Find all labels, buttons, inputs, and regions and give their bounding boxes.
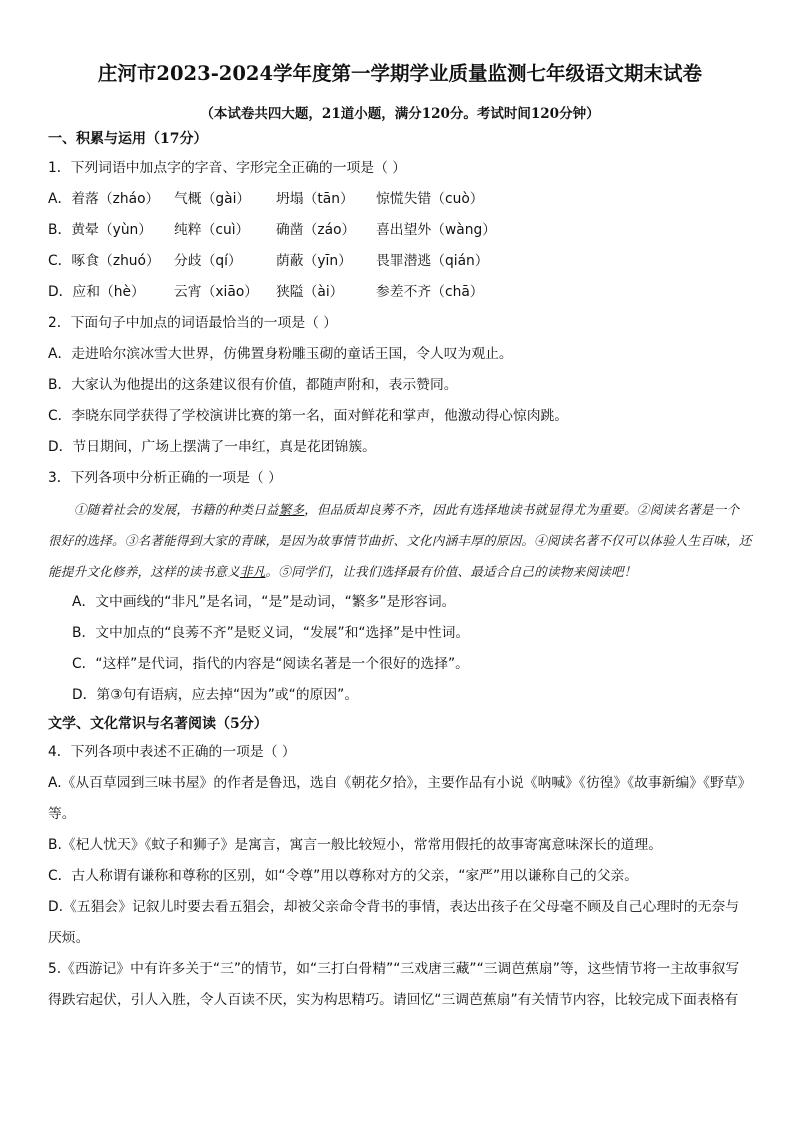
- question-1-option-c: C．啄食（zhuó） 分歧（qí） 荫蔽（yīn） 畏罪潜逃（qián）: [48, 253, 489, 269]
- question-2-option-d: D．节日期间，广场上摆满了一串红，真是花团锦簇。: [48, 439, 376, 455]
- question-1-option-a: A．着落（zháo） 气概（gài） 坍塌（tān） 惊慌失错（cuò）: [48, 191, 484, 207]
- section-heading-2: 文学、文化常识与名著阅读（5分）: [48, 716, 268, 732]
- exam-title: 庄河市2023-2024学年度第一学期学业质量监测七年级语文期末试卷: [97, 62, 703, 85]
- exam-subtitle: （本试卷共四大题，21道小题，满分120分。考试时间120分钟）: [200, 106, 600, 122]
- question-1-stem: 1．下列词语中加点字的字音、字形完全正确的一项是（ ）: [48, 160, 407, 176]
- question-3-option-c: C．“这样”是代词，指代的内容是“阅读名著是一个很好的选择”。: [72, 656, 469, 672]
- question-4-option-c: C．古人称谓有谦称和尊称的区别，如“令尊”用以尊称对方的父亲，“家严”用以谦称自己的父亲。: [48, 868, 639, 884]
- question-5-stem: 5.《西游记》中有许多关于“三”的情节，如“三打白骨精”“三戏唐三藏”“三调芭蕉扇”等，这些情节将一主故事叙写 得跌宕起伏，引人入胜，令人百读不厌，实为构思精巧。请回忆“三调芭蕉扇”有关情节内容，比较完成下面表格有: [48, 961, 740, 1008]
- question-1-option-b: B．黄晕（yùn） 纯粹（cuì） 确凿（záo） 喜出望外（wàng）: [48, 222, 497, 238]
- question-2-option-c: C．李晓东同学获得了学校演讲比赛的第一名，面对鲜花和掌声，他激动得心惊肉跳。: [48, 408, 569, 424]
- question-4-option-d: D.《五猖会》记叙儿时要去看五猖会，却被父亲命令背书的事情，表达出孩子在父母毫不顾及自己心理时的无奈与 厌烦。: [48, 899, 740, 946]
- section-heading-1: 一、积累与运用（17分）: [48, 131, 208, 147]
- exam-page: [48, 58, 752, 1016]
- question-3-option-a: A．文中画线的“非凡”是名词，“是”是动词，“繁多”是形容词。: [72, 594, 456, 610]
- underlined-word-fanduo: 繁多: [278, 502, 305, 517]
- question-3-passage: ①随着社会的发展，书籍的种类日益繁多，但品质却良莠不齐，因此有选择地读书就显得尤为重要。②阅读名著是一个很好的选择。③名著能得到大家的青睐，是因为故事情节曲折、文化内涵丰厚的原因。④阅读名著不仅可以体验人生百味，还能提升文化修养，这样的读书意义非凡。⑤同学们，让我们选择最有价值、最适合自己的读物来阅读吧！: [48, 502, 752, 579]
- question-2-option-b: B．大家认为他提出的这条建议很有价值，都随声附和，表示赞同。: [48, 377, 458, 393]
- question-3-option-d: D．第③句有语病，应去掉“因为”或“的原因”。: [72, 687, 359, 703]
- underlined-word-feifan: 非凡: [239, 564, 266, 579]
- question-1-option-d: D．应和（hè） 云宵（xiāo） 狭隘（ài） 参差不齐（chā）: [48, 284, 484, 300]
- question-4-option-a: A.《从百草园到三味书屋》的作者是鲁迅，选自《朝花夕拾》，主要作品有小说《呐喊》《彷徨》《故事新编》《野草》 等。: [48, 775, 752, 822]
- question-3-option-b: B．文中加点的“良莠不齐”是贬义词，“发展”和“选择”是中性词。: [72, 625, 470, 641]
- question-4-option-b: B.《杞人忧天》《蚊子和狮子》是寓言，寓言一般比较短小，常常用假托的故事寄寓意味深长的道理。: [48, 837, 663, 853]
- question-2-option-a: A．走进哈尔滨冰雪大世界，仿佛置身粉雕玉砌的童话王国，令人叹为观止。: [48, 346, 513, 362]
- question-2-stem: 2．下面句子中加点的词语最恰当的一项是（ ）: [48, 315, 338, 331]
- question-4-stem: 4．下列各项中表述不正确的一项是（ ）: [48, 744, 296, 760]
- question-3-stem: 3．下列各项中分析正确的一项是（ ）: [48, 470, 282, 486]
